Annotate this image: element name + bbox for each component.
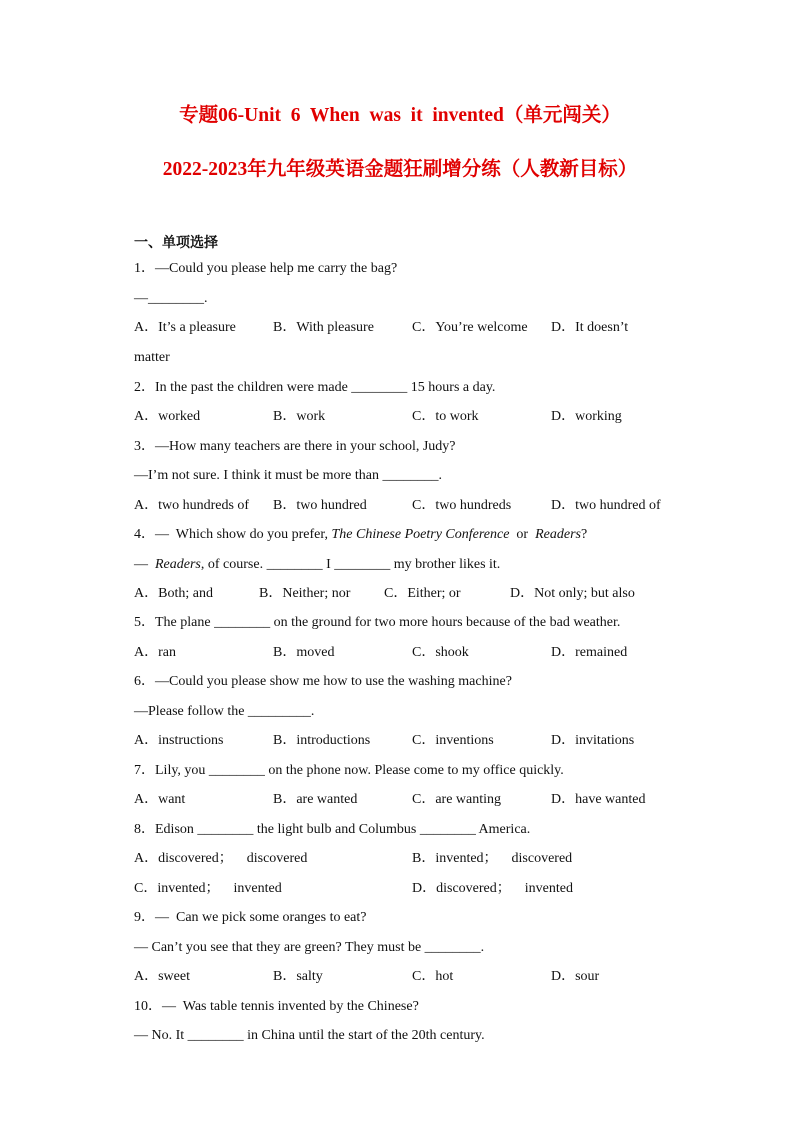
q6-reply: —Please follow the _________.: [134, 704, 315, 719]
q6-option-c[interactable]: C．inventions: [412, 733, 494, 748]
q4-stem-or: or: [509, 527, 536, 542]
q4-option-b[interactable]: B．Neither; nor: [259, 586, 351, 601]
q4-stem-suffix: ?: [580, 527, 588, 542]
q4-stem-prefix: 4．— Which show do you prefer,: [134, 527, 332, 542]
q3-options: [134, 497, 694, 515]
q4-reply-italic: Readers: [155, 557, 201, 572]
q6-options: [134, 732, 694, 750]
q4-option-d[interactable]: D．Not only; but also: [510, 586, 635, 601]
q8-option-c[interactable]: C．invented； invented: [134, 881, 282, 896]
q4-option-a[interactable]: A．Both; and: [134, 586, 213, 601]
q8-option-a[interactable]: A．discovered； discovered: [134, 851, 308, 866]
q2-stem: 2．In the past the children were made ________ 15 hours a day.: [134, 380, 496, 395]
q4-show-name-2: Readers: [535, 527, 581, 542]
q2-option-c[interactable]: C．to work: [412, 409, 479, 424]
q9-option-d[interactable]: D．sour: [551, 969, 600, 984]
q6-stem: 6．—Could you please show me how to use the washing machine?: [134, 674, 512, 689]
q4-options: [134, 585, 694, 603]
q4-show-name-1: The Chinese Poetry Conference: [331, 527, 510, 542]
q3-option-d[interactable]: D．two hundred of: [551, 498, 661, 513]
q5-option-b[interactable]: B．moved: [273, 645, 335, 660]
q1-options: [134, 319, 694, 337]
q3-option-b[interactable]: B．two hundred: [273, 498, 367, 513]
q7-stem: 7．Lily, you ________ on the phone now. Please come to my office quickly.: [134, 763, 564, 778]
q9-option-c[interactable]: C．hot: [412, 969, 454, 984]
q1-option-a[interactable]: A．It’s a pleasure: [134, 320, 236, 335]
q9-option-a[interactable]: A．sweet: [134, 969, 190, 984]
q1-stem: 1．—Could you please help me carry the bag?: [134, 261, 398, 276]
q4-option-c[interactable]: C．Either; or: [384, 586, 461, 601]
q5-option-c[interactable]: C．shook: [412, 645, 469, 660]
q7-option-b[interactable]: B．are wanted: [273, 792, 358, 807]
q3-stem: 3．—How many teachers are there in your school, Judy?: [134, 439, 456, 454]
q5-option-a[interactable]: A．ran: [134, 645, 176, 660]
q7-option-a[interactable]: A．want: [134, 792, 186, 807]
q4-stem: [134, 526, 587, 544]
q1-answer-line: —________.: [134, 291, 208, 306]
q8-options-row-2: [134, 880, 694, 898]
q9-reply: — Can’t you see that they are green? They must be ________.: [134, 940, 485, 955]
q2-option-b[interactable]: B．work: [273, 409, 326, 424]
q3-reply: —I’m not sure. I think it must be more than ________.: [134, 468, 442, 483]
q4-reply-rest: , of course. ________ I ________ my brother likes it.: [200, 557, 501, 572]
q4-reply: [134, 556, 500, 574]
q2-option-d[interactable]: D．working: [551, 409, 622, 424]
title-line-1: 专题06-Unit 6 When was it invented（单元闯关）: [179, 105, 621, 126]
q2-option-a[interactable]: A．worked: [134, 409, 201, 424]
q10-reply: — No. It ________ in China until the start of the 20th century.: [134, 1028, 485, 1043]
q3-option-a[interactable]: A．two hundreds of: [134, 498, 250, 513]
q5-option-d[interactable]: D．remained: [551, 645, 628, 660]
q8-stem: 8．Edison ________ the light bulb and Columbus ________ America.: [134, 822, 531, 837]
q4-reply-prefix: —: [134, 557, 155, 572]
q1-option-d[interactable]: D．It doesn’t: [551, 320, 629, 335]
q7-option-c[interactable]: C．are wanting: [412, 792, 502, 807]
q1-option-d-wrap: matter: [134, 350, 170, 365]
q6-option-a[interactable]: A．instructions: [134, 733, 224, 748]
q8-option-b[interactable]: B．invented； discovered: [412, 851, 573, 866]
title-line-2: 2022-2023年九年级英语金题狂刷增分练（人教新目标）: [162, 159, 638, 180]
q1-option-b[interactable]: B．With pleasure: [273, 320, 374, 335]
q9-stem: 9．— Can we pick some oranges to eat?: [134, 910, 367, 925]
q6-option-d[interactable]: D．invitations: [551, 733, 635, 748]
q8-option-d[interactable]: D．discovered； invented: [412, 881, 573, 896]
q3-option-c[interactable]: C．two hundreds: [412, 498, 512, 513]
q9-options: [134, 968, 694, 986]
q7-options: [134, 791, 694, 809]
q5-stem: 5．The plane ________ on the ground for two more hours because of the bad weather.: [134, 615, 621, 630]
q6-option-b[interactable]: B．introductions: [273, 733, 371, 748]
q8-options-row-1: [134, 850, 694, 868]
section-heading: 一、单项选择: [134, 235, 218, 251]
q2-options: [134, 408, 694, 426]
q5-options: [134, 644, 694, 662]
q10-stem: 10．— Was table tennis invented by the Chinese?: [134, 999, 419, 1014]
q9-option-b[interactable]: B．salty: [273, 969, 323, 984]
q1-option-c[interactable]: C．You’re welcome: [412, 320, 528, 335]
q7-option-d[interactable]: D．have wanted: [551, 792, 646, 807]
